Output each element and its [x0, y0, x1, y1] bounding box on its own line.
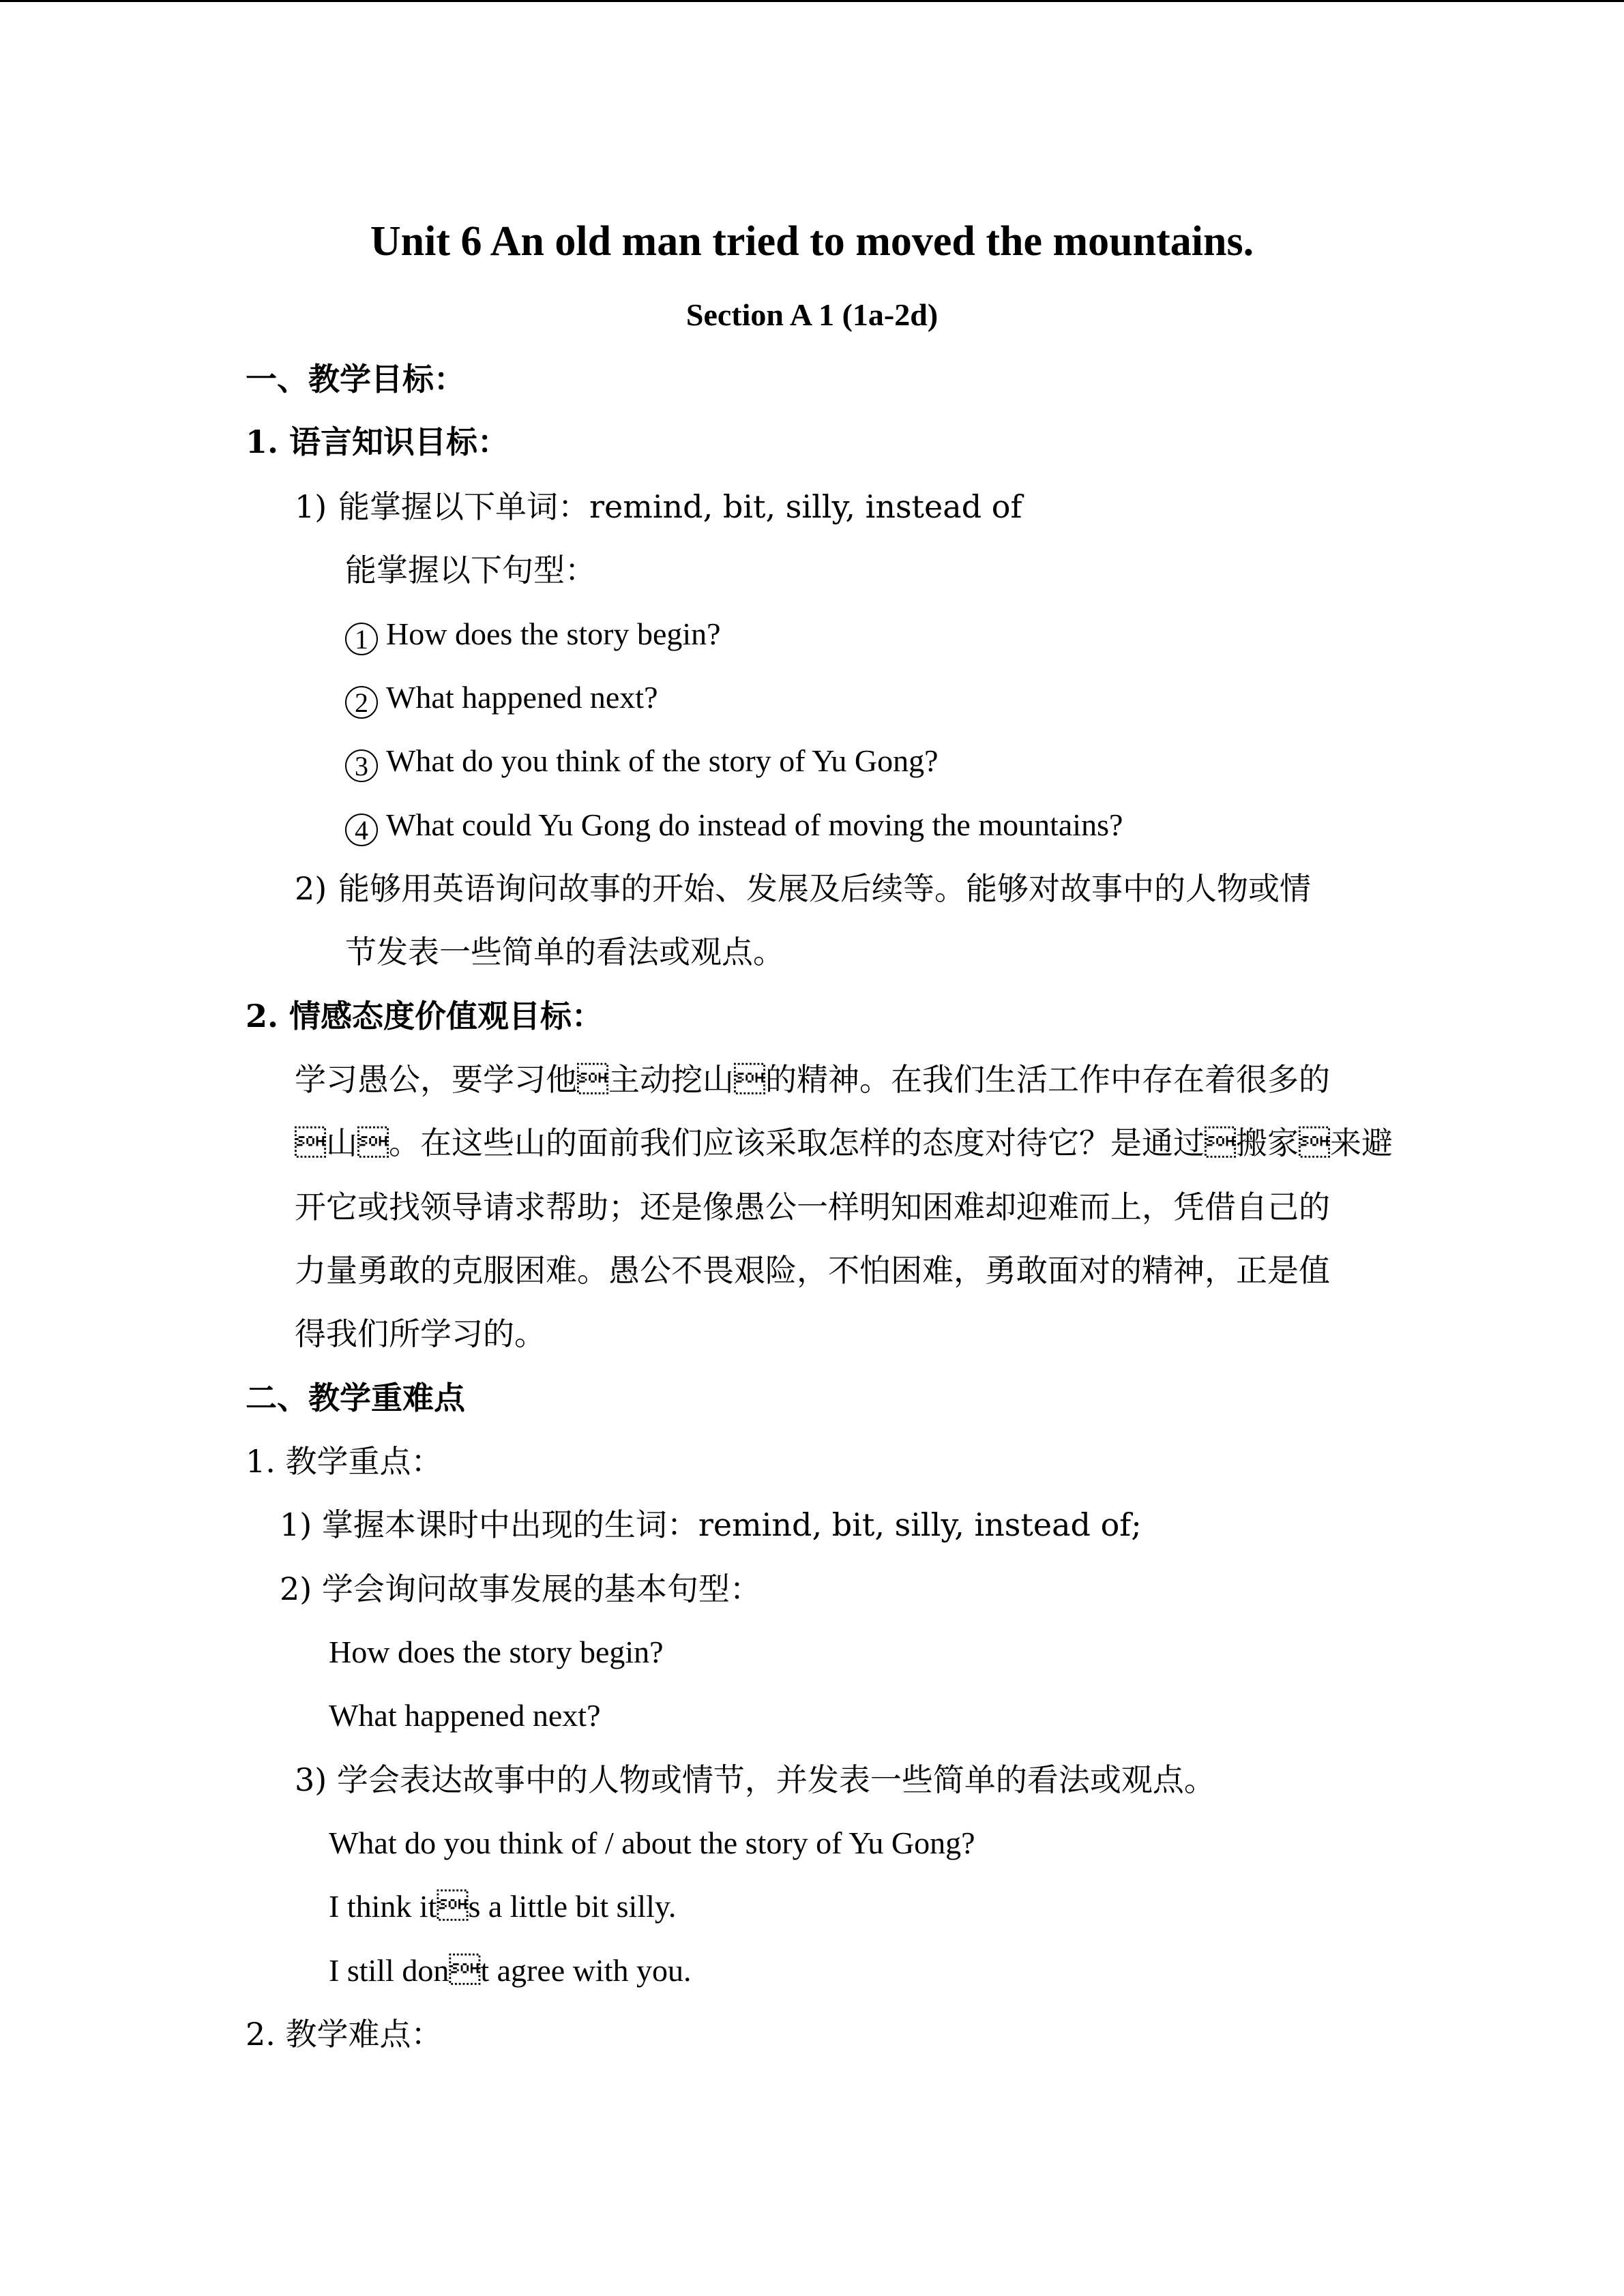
- subheading-language-knowledge: 1. 语言知识目标：: [246, 423, 510, 460]
- focus-item-3: 3) 学会表达故事中的人物或情节，并发表一些简单的看法或观点。: [295, 1761, 1215, 1798]
- focus-item-3-example: I still dont agree with you.: [329, 1953, 692, 1988]
- sentence-pattern-text: What could Yu Gong do instead of moving the mountains?: [386, 807, 1123, 842]
- sentence-pattern-item: [345, 614, 721, 655]
- values-paragraph-line: 得我们所学习的。: [295, 1315, 546, 1352]
- focus-item-2: 2) 学会询问故事发展的基本句型：: [280, 1570, 761, 1607]
- focus-item-3-example: What do you think of / about the story of Yu Gong?: [329, 1825, 975, 1860]
- item-1-text: 能掌握以下单词：remind, bit, silly, instead of: [338, 488, 1022, 525]
- focus-item-2-example: What happened next?: [329, 1698, 601, 1733]
- section-heading-objectives: 一、教学目标：: [246, 361, 465, 398]
- item-2-number: 2): [295, 870, 327, 907]
- focus-item-2-example: How does the story begin?: [329, 1635, 664, 1669]
- sentence-pattern-item: [345, 805, 1123, 846]
- circled-number: 3: [345, 749, 378, 782]
- values-paragraph-line: 山。在这些山的面前我们应该采取怎样的态度对待它？是通过搬家来避: [295, 1124, 1393, 1161]
- circled-number: 1: [345, 623, 378, 655]
- subheading-teaching-difficulty: 2. 教学难点：: [246, 2016, 443, 2053]
- sentence-pattern-text: What happened next?: [386, 680, 658, 715]
- item-1-sentence-patterns-label: 能掌握以下句型：: [345, 552, 596, 588]
- focus-item-1: 1) 掌握本课时中出现的生词：remind, bit, silly, instead of;: [280, 1506, 1142, 1543]
- values-paragraph-line: 学习愚公，要学习他主动挖山的精神。在我们生活工作中存在着很多的: [295, 1061, 1330, 1098]
- sentence-pattern-item: [345, 677, 658, 719]
- page-top-border: [0, 0, 1624, 2]
- item-1-number: 1): [295, 488, 327, 525]
- item-2-text-line-2: 节发表一些简单的看法或观点。: [345, 934, 784, 970]
- circled-number: 4: [345, 814, 378, 846]
- document-title: Unit 6 An old man tried to moved the mountains.: [370, 218, 1254, 265]
- sentence-pattern-item: [345, 741, 939, 782]
- section-heading-key-points: 二、教学重难点: [246, 1380, 465, 1416]
- circled-number: 2: [345, 686, 378, 719]
- item-2-text-line-1: 能够用英语询问故事的开始、发展及后续等。能够对故事中的人物或情: [338, 870, 1311, 907]
- focus-item-3-example: I think its a little bit silly.: [329, 1889, 677, 1924]
- values-paragraph-line: 力量勇敢的克服困难。愚公不畏艰险，不怕困难，勇敢面对的精神，正是值: [295, 1252, 1330, 1289]
- document-subtitle: Section A 1 (1a-2d): [685, 297, 939, 332]
- subheading-values: 2. 情感态度价值观目标：: [246, 998, 604, 1034]
- values-paragraph-line: 开它或找领导请求帮助；还是像愚公一样明知困难却迎难而上，凭借自己的: [295, 1189, 1330, 1225]
- subheading-teaching-focus: 1. 教学重点：: [246, 1443, 443, 1480]
- sentence-pattern-text: How does the story begin?: [386, 616, 721, 651]
- sentence-pattern-text: What do you think of the story of Yu Gong?: [386, 743, 939, 778]
